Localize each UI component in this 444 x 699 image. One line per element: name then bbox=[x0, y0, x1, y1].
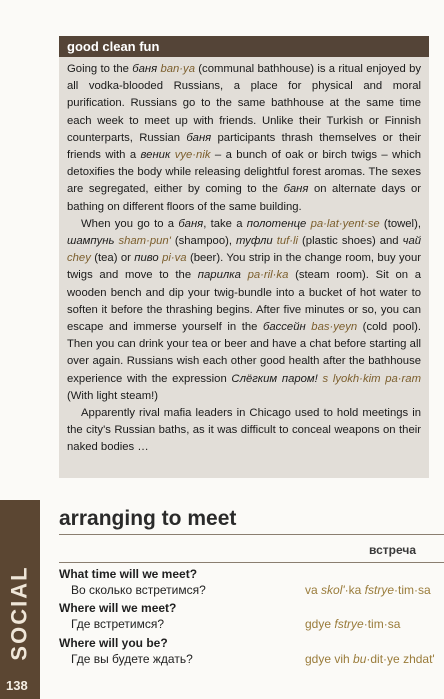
transliteration-part: skol' bbox=[321, 583, 345, 597]
section-tab-label bbox=[4, 558, 36, 668]
phrase-item bbox=[59, 567, 444, 597]
page-number: 138 bbox=[6, 678, 28, 693]
text-run: (communal bathhouse) is a ritual enjoyed by all vodka-blooded Russians, a place for physical and moral purification. Russians go to the same bathhouse at the same time each week to meet up with friends. Unlike their Turkish or Finnish counterparts, Russian bbox=[67, 63, 422, 144]
transliteration: sham·pun' bbox=[118, 235, 171, 248]
transliteration-part: ·ka bbox=[344, 583, 365, 597]
transliteration: pa·lat·yent·se bbox=[310, 217, 380, 230]
section-title: arranging to meet bbox=[59, 507, 237, 530]
text-run: Going to the bbox=[67, 63, 133, 75]
phrase-divider bbox=[59, 562, 444, 563]
transliteration-part: ·dit·ye zhdat' bbox=[366, 652, 435, 666]
russian-word: шампунь bbox=[67, 235, 115, 248]
transliteration-part: gdye vih bbox=[305, 652, 354, 666]
text-run: (shampoo), bbox=[170, 235, 237, 248]
text-run: (plastic shoes) and bbox=[298, 235, 403, 248]
text-run: (With light steam!) bbox=[67, 389, 159, 402]
phrase-transliteration bbox=[305, 583, 431, 597]
text-run: (tea) or bbox=[90, 252, 135, 265]
transliteration: vye·nik bbox=[174, 149, 211, 162]
russian-word: баня bbox=[186, 131, 212, 144]
russian-word: Слёгким паром! bbox=[231, 372, 318, 385]
box-paragraph-3 bbox=[67, 405, 421, 457]
text-run: – a bunch of oak or birch twigs – which detoxifies the body while releasing delightful forest aromas. The sexes are segregated, either by coming to the bbox=[67, 149, 422, 196]
transliteration: bas·yeyn bbox=[311, 321, 358, 334]
text-run: (cold pool). Then you can drink your tea or beer and have a chat before starting all over again. Russians wish each other good health after the bathhouse experience with the expression bbox=[67, 321, 421, 385]
text-run bbox=[241, 269, 248, 281]
sidebar-box bbox=[59, 36, 429, 478]
text-run: When you go to a bbox=[81, 217, 179, 230]
phrase-transliteration bbox=[305, 617, 400, 631]
section-tab bbox=[0, 500, 40, 699]
phrase-item bbox=[59, 601, 444, 631]
phrase-russian: Где встретимся? bbox=[71, 617, 165, 631]
transliteration-part: ·tim·sa bbox=[363, 617, 401, 631]
phrase-english: Where will we meet? bbox=[59, 601, 177, 615]
phrase-english: Where will you be? bbox=[59, 636, 168, 650]
text-run: (towel), bbox=[379, 217, 421, 230]
text-run: (beer). You strip in the change room, buy your twigs and move to the bbox=[67, 252, 421, 282]
phrase-russian: Где вы будете ждать? bbox=[71, 652, 193, 666]
phrase-row bbox=[59, 581, 444, 597]
transliteration-part: bu bbox=[353, 652, 367, 666]
russian-word: парилка bbox=[197, 269, 241, 282]
text-run: , take a bbox=[203, 217, 247, 230]
russian-word: баня bbox=[283, 183, 309, 196]
phrase-item bbox=[59, 636, 444, 666]
box-paragraph-2 bbox=[67, 216, 421, 405]
russian-word: пиво bbox=[134, 252, 159, 265]
text-run: on alternate days or bathing on different floors of the same building. bbox=[67, 183, 421, 213]
phrase-english: What time will we meet? bbox=[59, 567, 198, 581]
phrase-row bbox=[59, 615, 444, 631]
box-body bbox=[59, 57, 429, 457]
transliteration: s lyokh·kim pa·ram bbox=[322, 372, 421, 385]
text-run: participants thrash themselves or their friends with a bbox=[67, 131, 421, 162]
box-title: good clean fun bbox=[59, 36, 429, 57]
russian-word: туфли bbox=[236, 235, 273, 248]
russian-word: баня bbox=[132, 63, 158, 75]
phrase-transliteration bbox=[305, 652, 435, 666]
transliteration: ban·ya bbox=[160, 63, 195, 75]
transliteration-part: gdye bbox=[305, 617, 335, 631]
text-run: Apparently rival mafia leaders in Chicago used to hold meetings in the city's Russian baths, as it was difficult to conceal weapons on their naked bodies … bbox=[67, 407, 421, 454]
russian-word: баня bbox=[178, 217, 204, 230]
russian-word: полотенце bbox=[246, 217, 307, 230]
phrase-russian: Во сколько встретимся? bbox=[71, 583, 206, 597]
box-paragraph-1 bbox=[67, 61, 421, 216]
phrase-row bbox=[59, 650, 444, 666]
transliteration-part: fstrye bbox=[334, 617, 364, 631]
transliteration: tuf·li bbox=[276, 235, 299, 248]
section-divider bbox=[59, 534, 444, 535]
transliteration-part: ·tim·sa bbox=[394, 583, 431, 597]
phrasebook-heading: встреча bbox=[369, 543, 416, 557]
russian-word: чай bbox=[402, 235, 422, 248]
section-name: SOCIAL bbox=[7, 565, 32, 661]
russian-word: бассейн bbox=[263, 321, 306, 334]
russian-word: веник bbox=[140, 149, 171, 162]
transliteration: pa·ril·ka bbox=[247, 269, 289, 282]
transliteration: chey bbox=[67, 252, 91, 265]
transliteration-part: fstrye bbox=[364, 583, 395, 597]
text-run: (steam room). Sit on a wooden bench and dip your twig-bundle into a bucket of hot water to soften it before the thrashing begins. After five minutes or so, you can escape and immerse yourself in the bbox=[67, 269, 422, 334]
transliteration: pi·va bbox=[162, 252, 187, 265]
transliteration-part: va bbox=[305, 583, 322, 597]
